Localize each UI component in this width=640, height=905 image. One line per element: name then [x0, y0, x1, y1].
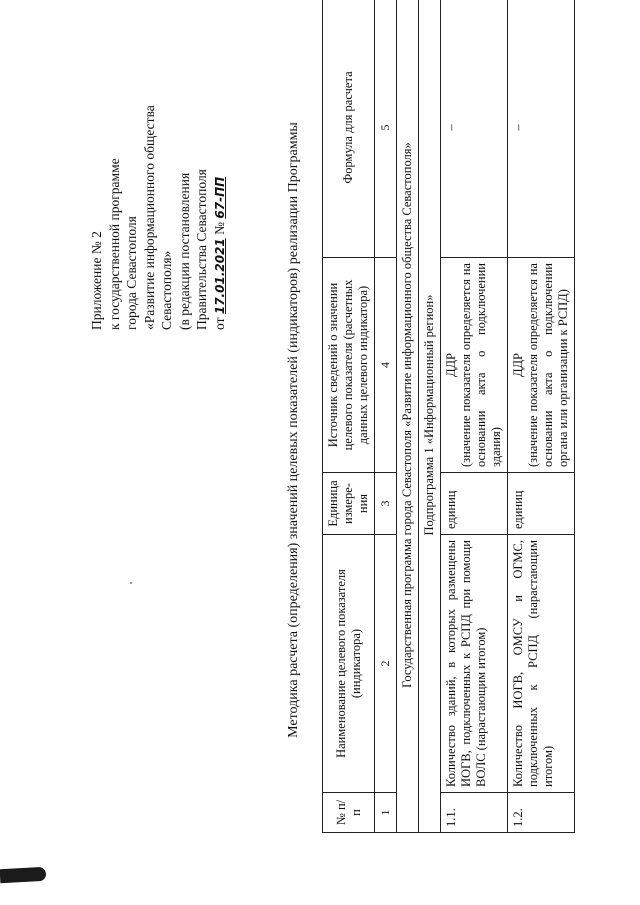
column-number: 3: [375, 473, 397, 535]
number-sign: №: [211, 221, 227, 235]
indicator-unit: единиц: [441, 473, 508, 535]
appendix-line: города Севастополя: [124, 216, 139, 330]
subprogram-row: [419, 0, 441, 833]
indicator-name: Количество зданий, в которых размещены ИОГВ, подключенных к РСПД при помощи ВОЛС (нарастающим итогом): [441, 535, 508, 793]
appendix-line: к государственной программе: [106, 158, 122, 330]
source-org: ДДР: [511, 353, 525, 378]
header-row: [323, 0, 375, 833]
program-title: Государственная программа города Севастополя «Развитие информационного общества Севастополя»: [397, 0, 419, 833]
indicator-formula: –: [508, 0, 575, 258]
column-numbering-row: [375, 0, 397, 833]
row-number: 1.1.: [441, 793, 508, 833]
document-title: Методика расчета (определения) значений целевых показателей (индикаторов) реализации Программы: [286, 122, 301, 738]
col-header-source: Источник сведений о значении целевого показателя (расчетных данных целевого индикатора): [323, 258, 375, 473]
table-row: [508, 0, 575, 833]
col-header-unit: Единица измере-ния: [323, 473, 375, 535]
appendix-line: «Развитие информационного общества: [141, 105, 157, 330]
col-header-number: № п/п: [323, 793, 375, 833]
source-note: (значение показателя определяется на основании акта о подключении здания): [459, 263, 503, 467]
handwritten-date: 17.01.2021: [212, 238, 227, 315]
col-header-name: Наименование целевого показателя (индикатора): [323, 535, 375, 793]
column-number: 4: [375, 258, 397, 473]
subprogram-title: Подпрограмма 1 «Информационный регион»: [419, 0, 441, 833]
source-note: (значение показателя определяется на основании акта о подключении органа или организации к РСПД): [526, 263, 570, 467]
appendix-line: Севастополя»: [159, 250, 174, 330]
appendix-line: Правительства Севастополя: [194, 169, 209, 330]
appendix-line: (в редакции постановления: [176, 172, 192, 330]
row-number: 1.2.: [508, 793, 575, 833]
column-number: 2: [375, 535, 397, 793]
indicator-source: [508, 258, 575, 473]
source-org: ДДР: [444, 353, 458, 378]
handwritten-number: 67-ПП: [212, 176, 227, 219]
appendix-line: Приложение № 2: [89, 231, 104, 330]
indicator-unit: единиц: [508, 473, 575, 535]
scan-dot: [130, 582, 132, 584]
indicator-name: Количество ИОГВ, ОМСУ и ОГМС, подключенных к РСПД (нарастающим итогом): [508, 535, 575, 793]
program-row: [397, 0, 419, 833]
column-number: 5: [375, 0, 397, 258]
col-header-formula: Формула для расчета: [323, 0, 375, 258]
table-row: [441, 0, 508, 833]
column-number: 1: [375, 793, 397, 833]
indicator-source: [441, 258, 508, 473]
appendix-date-line: [211, 70, 230, 330]
appendix-block: [88, 70, 229, 330]
scan-mark: [0, 867, 46, 883]
indicators-table: [322, 0, 575, 833]
date-prefix: от: [211, 317, 227, 330]
indicator-formula: –: [441, 0, 508, 258]
